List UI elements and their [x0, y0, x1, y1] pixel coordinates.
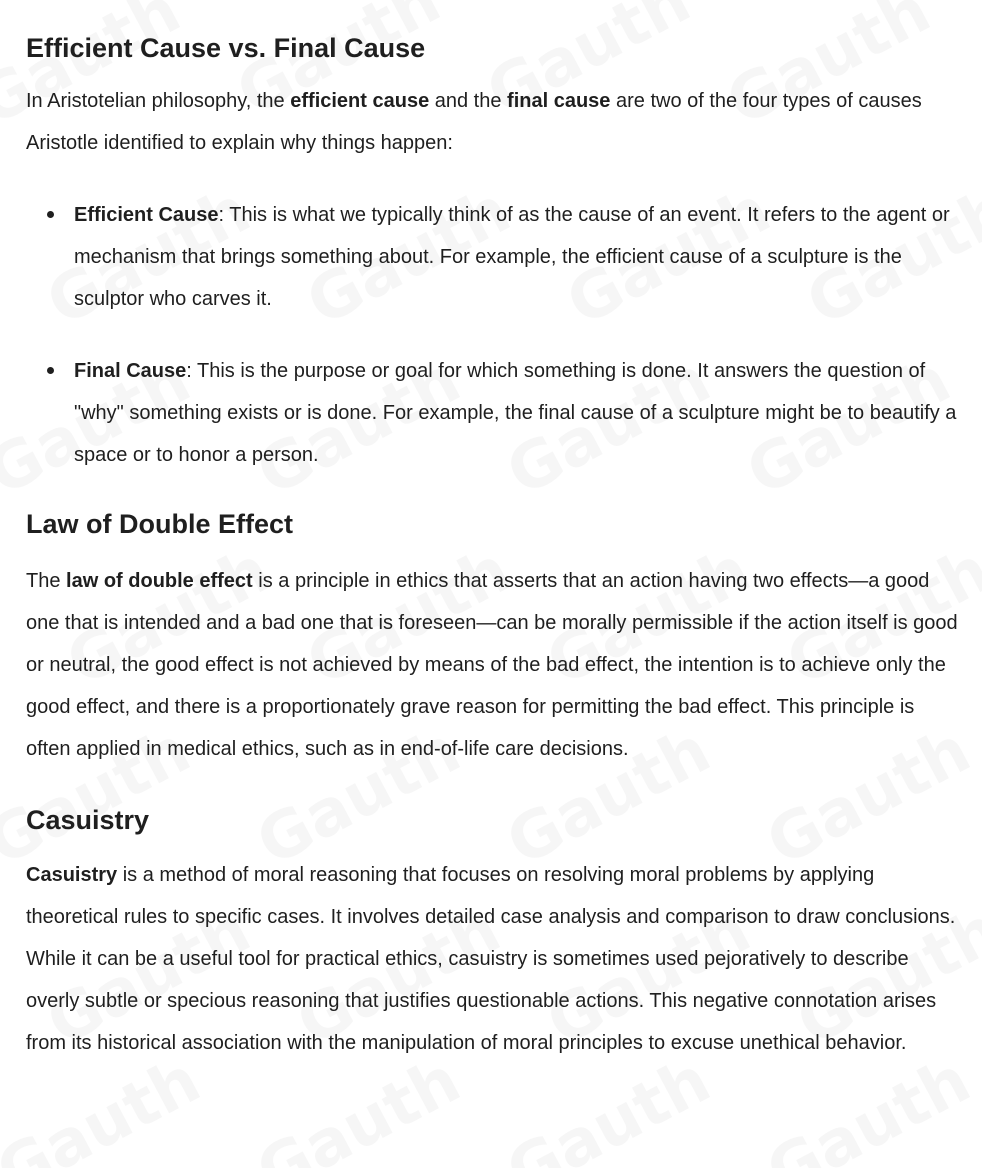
- list-term: Final Cause: [74, 360, 187, 382]
- intro-text: are two of the four types of causes Aristotle identified to explain why things happen:: [26, 90, 922, 154]
- section-title-causes: Efficient Cause vs. Final Cause: [26, 33, 426, 63]
- list-text: : This is what we typically think of as the cause of an event. It refers to the agent or mechanism that brings something about. For example, the efficient cause of a sculpture is the sculptor who carves it.: [74, 204, 950, 310]
- causes-intro-paragraph: [26, 80, 964, 164]
- casuistry-paragraph: [26, 854, 964, 1064]
- list-item-final-cause: [74, 350, 964, 476]
- section-title-casuistry: Casuistry: [26, 805, 150, 835]
- paragraph-text: The: [26, 570, 67, 592]
- intro-text: In Aristotelian philosophy, the: [26, 90, 291, 112]
- paragraph-text: is a principle in ethics that asserts that an action having two effects—a good one that is intended and a bad one that is foreseen—can be morally permissible if the action itself is good or neutral, the good effect is not achieved by means of the bad effect, the intention is to achieve only the good effect, and there is a proportionately grave reason for permitting the bad effect. This principle is often applied in medical ethics, such as in end-of-life care decisions.: [26, 570, 958, 760]
- paragraph-text: is a method of moral reasoning that focuses on resolving moral problems by applying theoretical rules to specific cases. It involves detailed case analysis and comparison to draw conclusions. While it can be a useful tool for practical ethics, casuistry is sometimes used pejoratively to describe overly subtle or specious reasoning that justifies questionable actions. This negative connotation arises from its historical association with the manipulation of moral principles to excuse unethical behavior.: [26, 864, 956, 1054]
- term-law-of-double-effect: law of double effect: [66, 570, 253, 592]
- term-efficient-cause: efficient cause: [290, 90, 430, 112]
- double-effect-paragraph: [26, 560, 964, 770]
- list-text: : This is the purpose or goal for which something is done. It answers the question of "why" something exists or is done. For example, the final cause of a sculpture might be to beautify a space or to honor a person.: [74, 360, 957, 466]
- list-term: Efficient Cause: [74, 204, 219, 226]
- causes-list: [26, 194, 964, 476]
- list-item-efficient-cause: [74, 194, 964, 320]
- term-casuistry: Casuistry: [26, 864, 118, 886]
- term-final-cause: final cause: [507, 90, 611, 112]
- intro-text: and the: [429, 90, 508, 112]
- section-title-double-effect: Law of Double Effect: [26, 509, 294, 539]
